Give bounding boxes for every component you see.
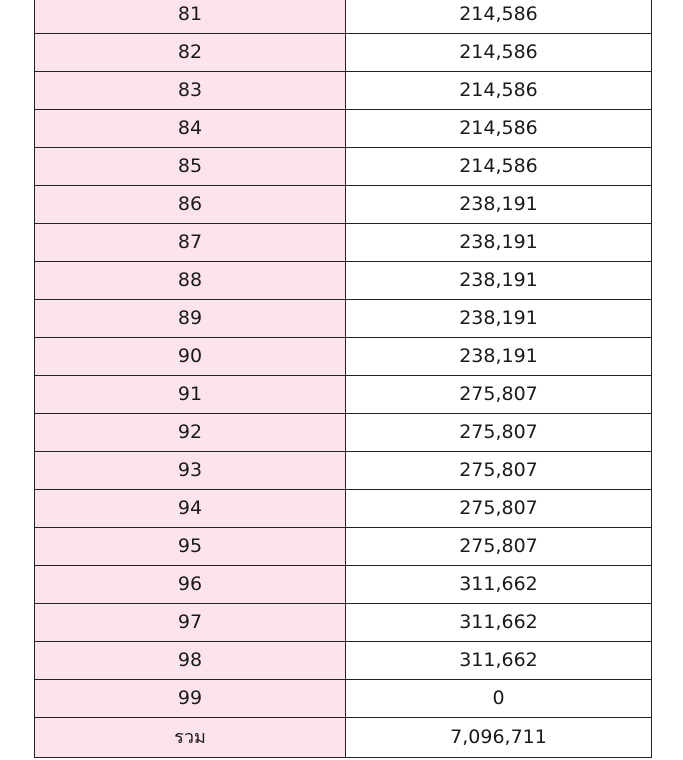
age-cell: 89 (35, 300, 346, 338)
amount-cell: 214,586 (346, 148, 652, 186)
amount-cell: 275,807 (346, 528, 652, 566)
amount-cell: 275,807 (346, 414, 652, 452)
table-row (35, 72, 652, 110)
amount-cell: 214,586 (346, 72, 652, 110)
table-body (35, 0, 652, 758)
amount-cell: 214,586 (346, 0, 652, 34)
table-row (35, 490, 652, 528)
data-table (34, 0, 652, 758)
amount-cell: 275,807 (346, 490, 652, 528)
table-row (35, 262, 652, 300)
table-row (35, 642, 652, 680)
amount-cell: 214,586 (346, 34, 652, 72)
amount-cell: 238,191 (346, 300, 652, 338)
amount-cell: 238,191 (346, 186, 652, 224)
table-row (35, 338, 652, 376)
amount-cell: 214,586 (346, 110, 652, 148)
age-cell: 97 (35, 604, 346, 642)
table-row (35, 110, 652, 148)
age-cell: 96 (35, 566, 346, 604)
age-cell: 95 (35, 528, 346, 566)
amount-cell: 238,191 (346, 262, 652, 300)
table-row (35, 186, 652, 224)
age-cell: 87 (35, 224, 346, 262)
table-row (35, 224, 652, 262)
amount-cell: 0 (346, 680, 652, 718)
table-row (35, 452, 652, 490)
amount-cell: 238,191 (346, 224, 652, 262)
age-cell: 99 (35, 680, 346, 718)
amount-cell: 238,191 (346, 338, 652, 376)
age-cell: 93 (35, 452, 346, 490)
age-cell: 92 (35, 414, 346, 452)
age-cell: 81 (35, 0, 346, 34)
age-cell: 84 (35, 110, 346, 148)
table-row (35, 566, 652, 604)
table-row (35, 680, 652, 718)
age-cell: 88 (35, 262, 346, 300)
table-row (35, 528, 652, 566)
table-row (35, 604, 652, 642)
age-cell: 83 (35, 72, 346, 110)
total-amount-cell: 7,096,711 (346, 718, 652, 758)
amount-cell: 311,662 (346, 604, 652, 642)
age-cell: 86 (35, 186, 346, 224)
table-row (35, 148, 652, 186)
total-label-cell: รวม (35, 718, 346, 758)
age-cell: 94 (35, 490, 346, 528)
age-cell: 82 (35, 34, 346, 72)
amount-cell: 311,662 (346, 642, 652, 680)
data-table-container (34, 0, 651, 758)
table-row (35, 34, 652, 72)
table-row (35, 300, 652, 338)
table-row (35, 376, 652, 414)
total-row (35, 718, 652, 758)
table-row (35, 414, 652, 452)
amount-cell: 275,807 (346, 376, 652, 414)
age-cell: 90 (35, 338, 346, 376)
age-cell: 91 (35, 376, 346, 414)
age-cell: 85 (35, 148, 346, 186)
amount-cell: 311,662 (346, 566, 652, 604)
amount-cell: 275,807 (346, 452, 652, 490)
table-row (35, 0, 652, 34)
age-cell: 98 (35, 642, 346, 680)
